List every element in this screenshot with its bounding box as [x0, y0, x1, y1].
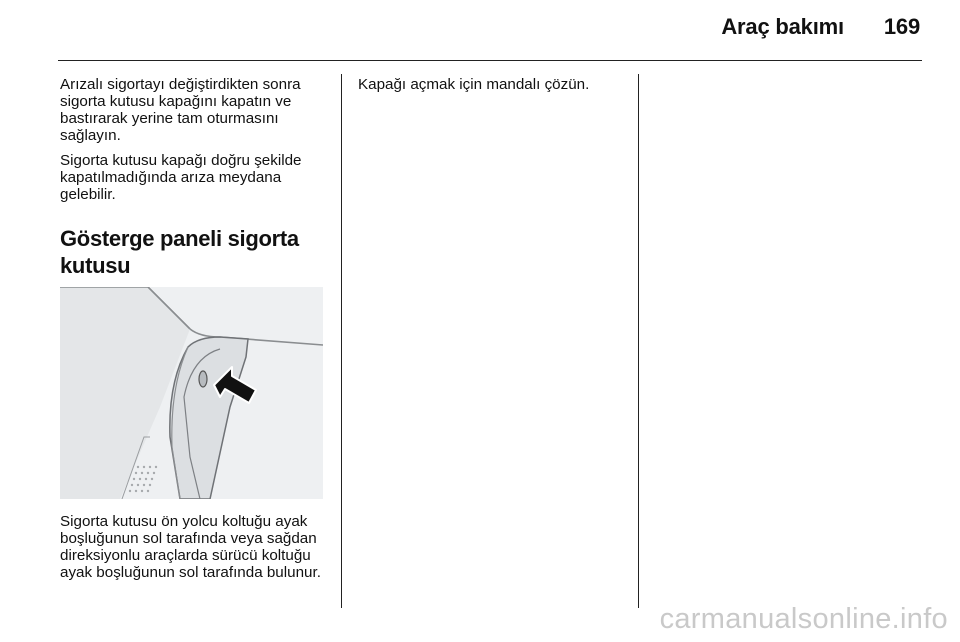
column-2	[358, 76, 628, 93]
page-header	[721, 14, 920, 40]
column-1	[60, 76, 328, 295]
section-heading: Gösterge paneli sigorta kutusu	[60, 226, 299, 278]
paragraph-close-cover: Arızalı sigortayı değiştirdikten sonra sigorta kutusu kapağını kapatın ve bastırarak yerine tam oturmasını sağlayın.	[60, 76, 301, 144]
column-divider-1	[341, 74, 342, 608]
paragraph-fault-warning: Sigorta kutusu kapağı doğru şekilde kapatılmadığında arıza meydana gelebilir.	[60, 152, 302, 203]
paragraph-location: Sigorta kutusu ön yolcu koltuğu ayak boşluğunun sol tarafında veya sağdan direksiyonlu araçlarda sürücü koltuğu ayak boşluğunun sol tarafında bulunur.	[60, 513, 321, 581]
header-divider	[58, 60, 922, 61]
fuse-box-location-illustration-icon	[60, 287, 323, 499]
column-divider-2	[638, 74, 639, 608]
paragraph-release-latch: Kapağı açmak için mandalı çözün.	[358, 76, 590, 93]
fuse-box-illustration	[60, 287, 323, 499]
watermark: carmanualsonline.info	[659, 603, 948, 635]
page-number: 169	[883, 14, 920, 39]
section-title: Araç bakımı	[721, 14, 844, 39]
